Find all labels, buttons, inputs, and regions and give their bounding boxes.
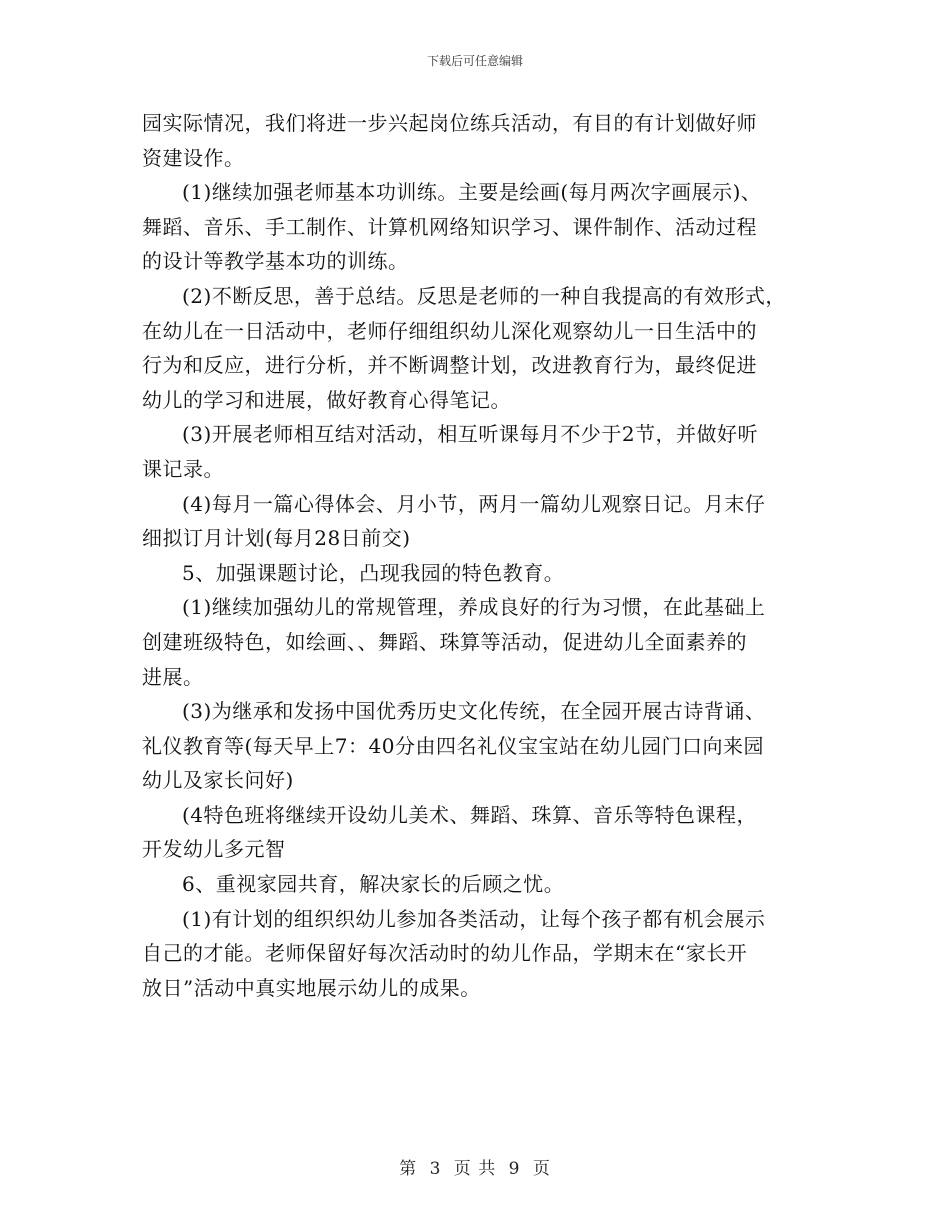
text-line: 进展。 — [142, 664, 204, 689]
text-line: 在幼儿在一日活动中，老师仔细组织幼儿深化观察幼儿一日生活中的 — [142, 318, 757, 343]
text-line: (2)不断反思，善于总结。反思是老师的一种自我提高的有效形式， — [182, 283, 786, 308]
footer-prefix: 第 — [399, 1159, 418, 1179]
text-line: 开发幼儿多元智 — [142, 837, 286, 862]
text-line: 5、加强课题讨论，凸现我园的特色教育。 — [182, 560, 565, 585]
text-line: 园实际情况，我们将进一步兴起岗位练兵活动，有目的有计划做好师 — [142, 111, 757, 135]
text-line: 幼儿的学习和进展，做好教育心得笔记。 — [142, 387, 511, 412]
text-line: 资建设作。 — [142, 145, 245, 170]
text-line: (1)继续加强老师基本功训练。主要是绘画(每月两次字画展示)、 — [182, 180, 762, 205]
text-line: (1)继续加强幼儿的常规管理，养成良好的行为习惯，在此基础上 — [182, 595, 766, 620]
text-line: (4特色班将继续开设幼儿美术、舞蹈、珠算、音乐等特色课程， — [182, 802, 758, 827]
text-line: 幼儿及家长问好) — [142, 768, 294, 793]
text-line: 舞蹈、音乐、手工制作、计算机网络知识学习、课件制作、活动过程 — [142, 214, 757, 239]
text-line: 课记录。 — [142, 456, 224, 481]
page-footer — [0, 1154, 950, 1179]
text-line: 的设计等教学基本功的训练。 — [142, 249, 409, 274]
document-body — [142, 106, 822, 1005]
text-line: (4)每月一篇心得体会、月小节，两月一篇幼儿观察日记。月末仔 — [182, 491, 766, 516]
text-line: 礼仪教育等(每天早上7：40分由四名礼仪宝宝站在幼儿园门口向来园 — [142, 733, 764, 758]
footer-suffix: 页 — [532, 1159, 551, 1179]
text-line: (1)有计划的组织织幼儿参加各类活动，让每个孩子都有机会展示 — [182, 906, 766, 931]
total-page-count: 9 — [508, 1159, 521, 1179]
footer-middle: 页 共 — [453, 1159, 497, 1179]
text-line: 细拟订月计划(每月28日前交) — [142, 526, 411, 551]
page-header: 下载后可任意编辑 — [426, 54, 523, 68]
text-line: 自己的才能。老师保留好每次活动时的幼儿作品，学期末在“家长开 — [142, 941, 748, 966]
text-line: (3)开展老师相互结对活动，相互听课每月不少于2节，并做好听 — [182, 422, 759, 447]
text-line: 创建班级特色，如绘画、、舞蹈、珠算等活动，促进幼儿全面素养的 — [142, 629, 747, 654]
text-line: 放日”活动中真实地展示幼儿的成果。 — [142, 975, 481, 1000]
text-line: 6、重视家园共育，解决家长的后顾之忧。 — [182, 872, 565, 897]
text-line: (3)为继承和发扬中国优秀历史文化传统，在全园开展古诗背诵、 — [182, 699, 766, 724]
current-page-number: 3 — [429, 1159, 442, 1179]
text-line: 行为和反应，进行分析，并不断调整计划，改进教育行为，最终促进 — [142, 353, 757, 378]
